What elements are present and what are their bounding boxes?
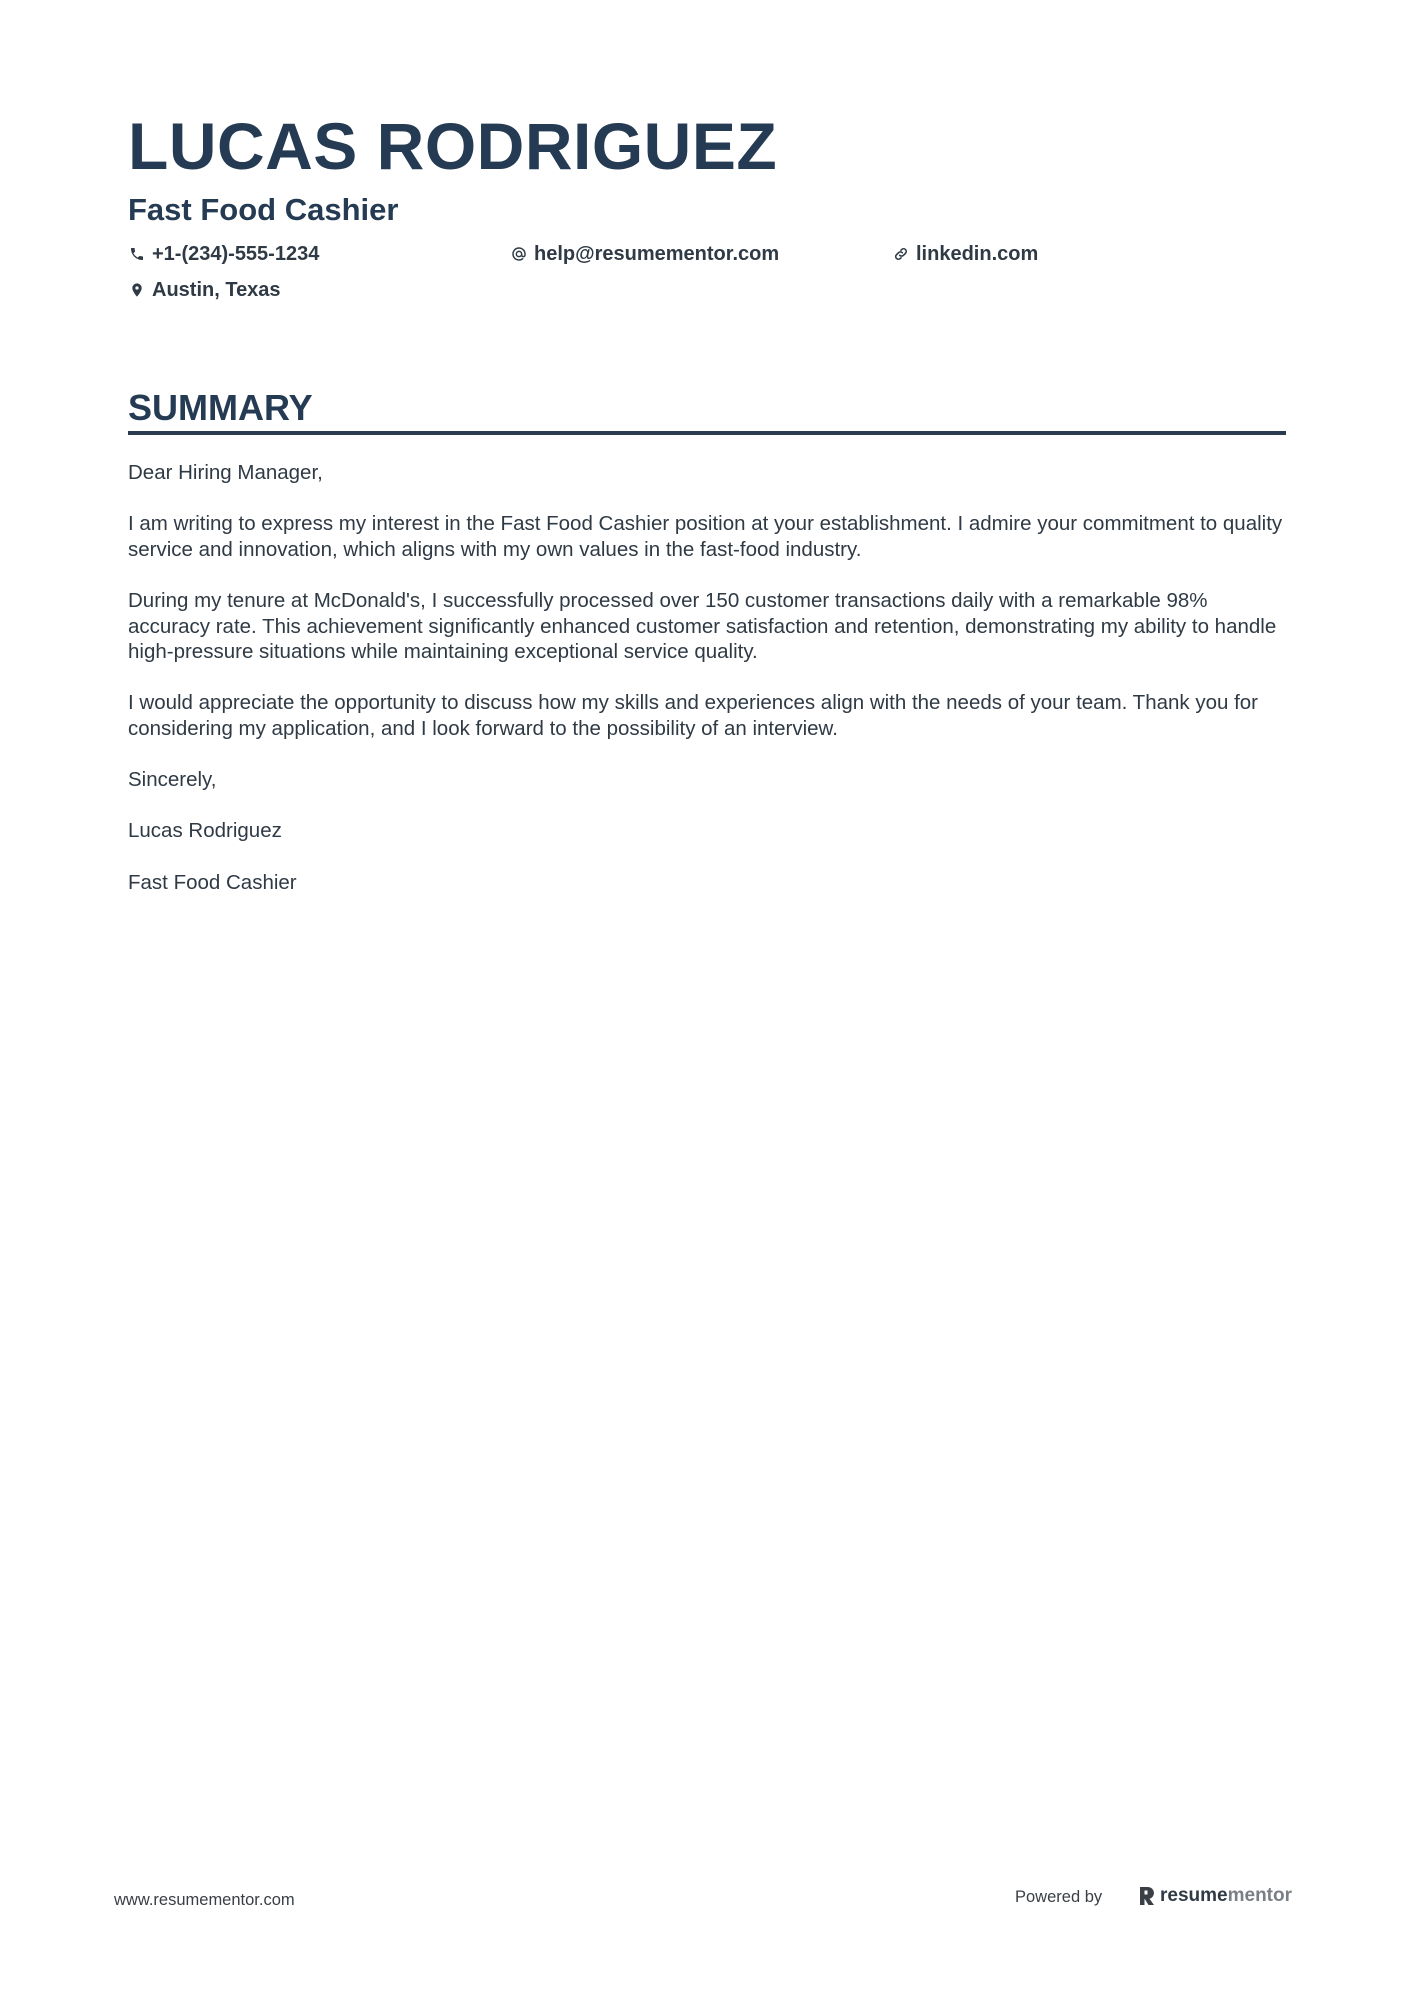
contact-email[interactable] xyxy=(510,241,779,267)
resumementor-logo-icon xyxy=(1138,1885,1156,1907)
contact-linkedin[interactable] xyxy=(892,241,1038,267)
contact-location-text: Austin, Texas xyxy=(152,279,281,301)
letter-salutation: Dear Hiring Manager, xyxy=(128,461,323,484)
letter-paragraph: I am writing to express my interest in the Fast Food Cashier position at your establishment. I admire your commitment to quality service and innovation, which aligns with my own values in the fast-food industry. xyxy=(128,512,1283,561)
candidate-title: Fast Food Cashier xyxy=(128,192,399,227)
link-icon xyxy=(892,245,910,263)
contact-linkedin-text[interactable]: linkedin.com xyxy=(916,243,1039,265)
candidate-name: LUCAS RODRIGUEZ xyxy=(128,109,778,183)
phone-icon xyxy=(128,245,146,263)
letter-paragraph: During my tenure at McDonald's, I successfully processed over 150 customer transactions daily with a remarkable 98% accuracy rate. This achievement significantly enhanced customer satisfaction and retention, demonstrating my ability to handle high-pressure situations while maintaining exceptional service quality. xyxy=(128,588,1277,664)
contact-phone-text: +1-(234)-555-1234 xyxy=(152,243,320,265)
contact-phone xyxy=(128,241,319,267)
section-heading-summary: SUMMARY xyxy=(128,387,313,428)
letter-paragraph: I would appreciate the opportunity to discuss how my skills and experiences align with the needs of your team. Thank you for considering my application, and I look forward to the possibility of an interview. xyxy=(128,691,1259,740)
at-icon xyxy=(510,245,528,263)
footer-url[interactable]: www.resumementor.com xyxy=(114,1891,295,1909)
letter-closing: Sincerely, xyxy=(128,768,217,792)
brand-text-resume: resume xyxy=(1160,1885,1228,1906)
footer-brand-logo[interactable] xyxy=(1138,1883,1292,1909)
section-divider xyxy=(128,431,1286,435)
footer-powered-by: Powered by xyxy=(1015,1888,1103,1906)
brand-text-mentor: mentor xyxy=(1227,1885,1293,1906)
letter-signature-name: Lucas Rodriguez xyxy=(128,819,282,843)
letter-signature-title: Fast Food Cashier xyxy=(128,870,297,894)
location-pin-icon xyxy=(128,281,146,299)
contact-email-text[interactable]: help@resumementor.com xyxy=(534,243,780,265)
contact-location xyxy=(128,277,281,303)
letter-body xyxy=(128,460,1293,921)
